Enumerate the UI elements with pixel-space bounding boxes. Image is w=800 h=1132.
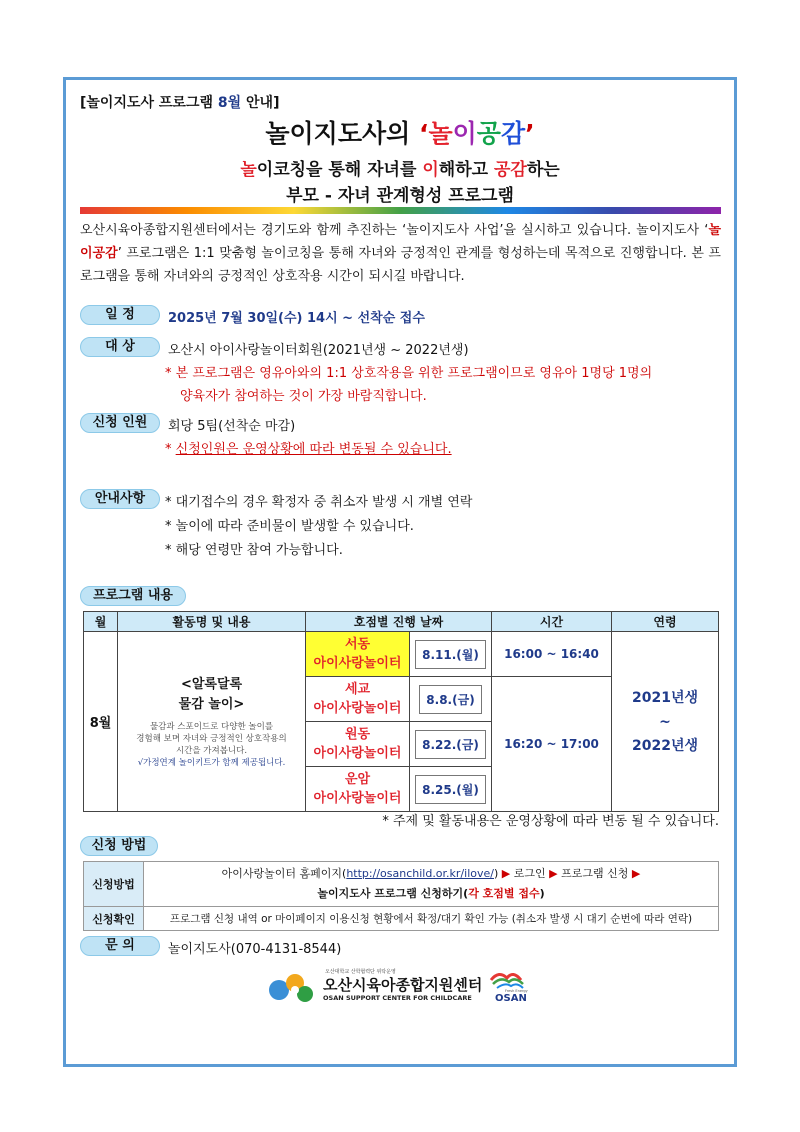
page-title: 놀이지도사의 ‘놀이공감’ bbox=[265, 119, 535, 148]
activity-description: 물감과 스포이드로 다양한 놀이를 경험해 보며 자녀와 긍정적인 상호작용의 시간을 가져봅니다. √가정연계 놀이키트가 함께 제공됩니다. bbox=[136, 721, 287, 768]
apply-table bbox=[83, 861, 719, 931]
date-cell: 8.25.(월) bbox=[410, 767, 492, 812]
center-logo-icon bbox=[265, 966, 535, 1006]
schedule-value: 2025년 7월 30일(수) 14시 ~ 선착순 접수 bbox=[168, 311, 425, 326]
col-time: 시간 bbox=[492, 612, 612, 632]
target-value: 오산시 아이사랑놀이터회원(2021년생 ~ 2022년생) bbox=[168, 343, 469, 358]
program-table bbox=[83, 611, 719, 812]
guide-item: * 놀이에 따라 준비물이 발생할 수 있습니다. bbox=[165, 519, 414, 534]
table-row bbox=[84, 862, 719, 907]
table-row bbox=[84, 632, 719, 677]
branch-cell: 원동 아이사랑놀이터 bbox=[306, 722, 410, 767]
activity-cell bbox=[118, 632, 306, 812]
activity-title-1: <알록달록 bbox=[180, 676, 243, 692]
svg-text:Fresh Energy: Fresh Energy bbox=[505, 989, 528, 993]
program-footnote: * 주제 및 활동내용은 운영상황에 따라 변동 될 수 있습니다. bbox=[382, 814, 719, 829]
branch-cell: 운암 아이사랑놀이터 bbox=[306, 767, 410, 812]
subtitle-line2: 부모 - 자녀 관계형성 프로그램 bbox=[286, 186, 514, 206]
subtitle-line1: 놀이코칭을 통해 자녀를 이해하고 공감하는 bbox=[240, 160, 560, 180]
guide-item: * 해당 연령만 참여 가능합니다. bbox=[165, 543, 343, 558]
table-row bbox=[84, 907, 719, 931]
capacity-label: 신청 인원 bbox=[80, 413, 160, 433]
month-cell: 8월 bbox=[84, 632, 118, 812]
apply-confirm-label: 신청확인 bbox=[84, 907, 144, 931]
time-cell: 16:20 ~ 17:00 bbox=[492, 677, 612, 812]
schedule-label: 일 정 bbox=[80, 305, 160, 325]
guide-item: * 대기접수의 경우 확정자 중 취소자 발생 시 개별 연락 bbox=[165, 495, 473, 510]
target-label: 대 상 bbox=[80, 337, 160, 357]
inquiry-label: 문 의 bbox=[80, 936, 160, 956]
svg-text:오산시육아종합지원센터: 오산시육아종합지원센터 bbox=[323, 976, 483, 994]
homepage-link[interactable]: http://osanchild.or.kr/ilove/ bbox=[346, 867, 494, 880]
apply-confirm-content: 프로그램 신청 내역 or 마이페이지 이용신청 현황에서 확정/대기 확인 가능 (취소자 발생 시 대기 순번에 따라 연락) bbox=[144, 907, 719, 931]
center-logo bbox=[265, 966, 535, 1006]
date-cell: 8.11.(월) bbox=[410, 632, 492, 677]
apply-method-content: 아이사랑놀이터 홈페이지(http://osanchild.or.kr/ilove/) ▶ 로그인 ▶ 프로그램 신청 ▶ 놀이지도사 프로그램 신청하기(각 호점별 접수) bbox=[144, 862, 719, 907]
age-cell: 2021년생 ~ 2022년생 bbox=[612, 632, 719, 812]
program-table-header bbox=[84, 612, 719, 632]
target-note-line2: 양육자가 참여하는 것이 가장 바람직합니다. bbox=[180, 389, 427, 404]
svg-text:OSAN: OSAN bbox=[495, 993, 527, 1004]
time-cell: 16:00 ~ 16:40 bbox=[492, 632, 612, 677]
date-cell: 8.22.(금) bbox=[410, 722, 492, 767]
activity-title-2: 물감 놀이> bbox=[178, 696, 245, 712]
date-cell: 8.8.(금) bbox=[410, 677, 492, 722]
guide-label: 안내사항 bbox=[80, 489, 160, 509]
inquiry-value: 놀이지도사(070-4131-8544) bbox=[168, 942, 342, 957]
intro-paragraph: 오산시육아종합지원센터에서는 경기도와 함께 추진하는 ‘놀이지도사 사업’을 실시하고 있습니다. 놀이지도사 ‘놀이공감’ 프로그램은 1:1 맞춤형 놀이코칭을 통해 자녀와 긍정적인 관계를 형성하는데 목적으로 진행합니다. 본 프로그램을 통해 자녀와의 긍정적인 상호작용 시간이 되시길 바랍니다. bbox=[80, 223, 721, 284]
col-month: 월 bbox=[84, 612, 118, 632]
program-section-label: 프로그램 내용 bbox=[80, 586, 186, 606]
col-branch-date: 호점별 진행 날짜 bbox=[306, 612, 492, 632]
capacity-value: 회당 5팀(선착순 마감) bbox=[168, 419, 296, 434]
col-age: 연령 bbox=[612, 612, 719, 632]
notice-tag: [놀이지도사 프로그램 8월 안내] bbox=[80, 95, 280, 111]
rainbow-divider bbox=[80, 207, 721, 214]
svg-text:오산대학교 산학협력단 위탁운영: 오산대학교 산학협력단 위탁운영 bbox=[325, 969, 396, 975]
capacity-note: * 신청인원은 운영상황에 따라 변동될 수 있습니다. bbox=[165, 442, 452, 457]
apply-method-label: 신청방법 bbox=[84, 862, 144, 907]
branch-cell: 세교 아이사랑놀이터 bbox=[306, 677, 410, 722]
target-note-line1: * 본 프로그램은 영유아와의 1:1 상호작용을 위한 프로그램이므로 영유아 1명당 1명의 bbox=[165, 366, 653, 381]
branch-cell: 서동 아이사랑놀이터 bbox=[306, 632, 410, 677]
col-activity: 활동명 및 내용 bbox=[118, 612, 306, 632]
svg-text:OSAN SUPPORT CENTER FOR CHILDC: OSAN SUPPORT CENTER FOR CHILDCARE bbox=[323, 994, 472, 1002]
apply-section-label: 신청 방법 bbox=[80, 836, 158, 856]
